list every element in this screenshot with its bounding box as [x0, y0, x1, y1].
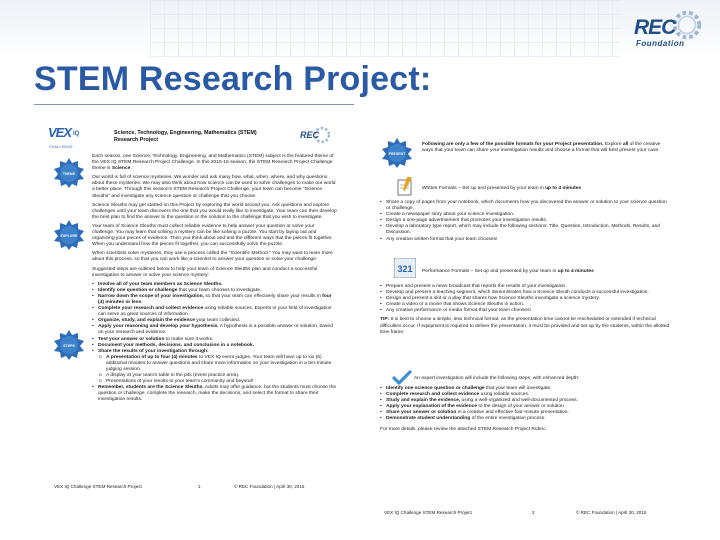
list-item: • Remember, students are the Science Sleuths. Adults may offer guidance, but the students must choose the question or challenge, complete the research, make the decisions, and select the format to share their investigation results. [92, 385, 338, 403]
heading-line-1: Science, Technology, Engineering, Mathematics (STEM) [114, 130, 257, 136]
mysteries-paragraph: Our world is full of science mysteries. We wonder and ask many how, what, when, where, and why questions about these mysteries. We may also think about how science can be used to solve challenges to make our world a better place. Through this season's STEM Research Project Challenge, your team can become "Science Sleuths" and investigate any science question or challenge that you choose. [92, 175, 336, 199]
written-formats-heading: Written Formats – Set up and presented by your team in up to 4 minutes [422, 186, 582, 191]
list-item: • Design and present a skit or a play that shares how Science Sleuths investigate a science mystery. [380, 296, 672, 302]
list-item: • Share your answer or solution in a creative and effective four-minute presentation. [380, 410, 672, 416]
vex-iq-mark: IQ [73, 131, 80, 137]
list-item: • Develop and present a teaching segment, which demonstrates how a Science Sleuth conducts a successful investigation. [380, 290, 672, 296]
formats-intro: Following are only a few of the possible formats for your Project presentation. Explore all of the creative ways that your team can share your investigation results and choose a format that will best present your case. [422, 142, 661, 154]
sub-list-item: o A presentation of up to four (4) minutes to VEX IQ event judges. Your team will have up to six (6) additional minutes to answer questions and share more information on your investigation in a ten-minute judging session. [92, 355, 338, 373]
vex-challenge-label: CHALLENGE [49, 145, 73, 149]
tip-paragraph: TIP: It is best to choose a simple, less technical format, as the presentation time cannot be rescheduled or extended if technical difficulties occur. If equipment is required to deliver the presentation, it must be provided and set up by the students, within the allotted time frame. [380, 317, 670, 335]
page-2-footer-left: VEX IQ Challenge STEM Research Project [384, 510, 472, 515]
evidence-paragraph: Your team of Science Sleuths must collect reliable evidence to help answer your question or solve your challenge. You may learn that solving a mystery can be like solving a puzzle. You start by laying out and organizing your pieces of evidence. Then you think about and test the different ways that the pieces fit together. When you understand how the pieces fit together, you can successfully solve the puzzle. [92, 223, 333, 248]
list-item: • Create a video or a movie that shows Science Sleuths in action. [380, 302, 672, 308]
performance-formats-list [380, 284, 672, 339]
expert-intro: An expert investigation will include the following steps, with enhanced depth: [414, 376, 580, 381]
heading-line-2: Research Project [114, 137, 159, 143]
countdown-text: 321 [397, 264, 413, 274]
written-formats-section [422, 186, 672, 195]
performance-formats-heading: Performance Formats – Set up and presented by your team in up to 4 minutes [422, 269, 594, 274]
explore-paragraph: Science Sleuths may get started on this Project by exploring the world around you. Ask questions and explore challenges until your team discovers the one that you would really like to investigate. Your team can then develop the best plan to find the answer to the question or the solution to the challenge that you wish to investigate. [92, 202, 337, 220]
rec-mini-wordmark: REC [300, 130, 320, 140]
list-item: • Design a one-page advertisement that promotes your investigation results. [380, 218, 672, 224]
list-item: • Create a newspaper story about your science investigation. [380, 212, 672, 218]
list-item: • Any creative written format that your team chooses! [380, 237, 672, 243]
list-item: • Complete research and collect evidence using reliable sources. [380, 392, 672, 398]
pencil-notebook-icon [396, 176, 416, 196]
list-item: • Study and explain the evidence, using a well-organized and well-documented process. [380, 398, 672, 404]
rec-mini-logo [298, 126, 330, 148]
steps-badge-label: STEPS [63, 344, 75, 348]
list-item: • Test your answer or solution to make sure it works. [92, 337, 338, 343]
list-item: • Apply your explanation of the evidence to the design of your answer or solution. [380, 404, 672, 410]
rec-foundation-logo [628, 6, 706, 52]
list-item: • Apply your reasoning and develop your hypothesis. A hypothesis is a possible answer or solution, based on your research and evidence. [92, 324, 338, 336]
rubric-note: For more details, please review the attached STEM Research Project Rubric. [380, 426, 547, 432]
list-item: • Narrow down the scope of your investigation, so that your team can effectively share your results in four (4) minutes or less. [92, 294, 338, 306]
header-grid-decoration [150, 0, 620, 58]
list-item: • Identify one science question or challenge that your team will investigate. [380, 386, 672, 392]
explore-badge-icon [54, 220, 84, 250]
list-item: • Identify one question or challenge that your team chooses to investigate. [92, 288, 338, 294]
theme-badge-label: THEME [62, 172, 76, 176]
page-1-page-number: 1 [198, 484, 201, 489]
list-item: • Prepare and present a news broadcast that reports the results of your investigation. [380, 284, 672, 290]
steps-list [92, 282, 338, 404]
list-item: • Complete your research and collect evidence using reliable sources. Experts in your field of investigation can serve as great sources of information. [92, 306, 338, 318]
steps-intro-paragraph: Suggested steps are outlined below to help your team of Science Sleuths plan and conduct a successful investigation to answer or solve your science mystery: [92, 266, 318, 278]
page-1-footer-left: VEX IQ Challenge STEM Research Project [54, 484, 142, 489]
list-item: • Organize, study, and explain the evidence your team collected. [92, 318, 338, 324]
intro-paragraph: Each season, one Science, Technology, Engineering, and Mathematics (STEM) subject is the featured theme of the VEX IQ STEM Research Project Challenge. In this 2015-16 season, the STEM Research Project Challenge theme is Science. [92, 154, 334, 172]
vex-wordmark: VEX [48, 125, 72, 140]
list-item: • Share the results of your investigation through: [92, 349, 338, 355]
page-1-footer-right: © REC Foundation | April 30, 2015 [234, 484, 305, 489]
document-page-1 [46, 120, 346, 494]
page-1-body [92, 154, 338, 407]
list-item: • Document your methods, decisions, and conclusion in a notebook. [92, 343, 338, 349]
theme-badge-icon [54, 158, 84, 188]
sub-list-item: o A display at your team's table in the pits (event practice area). [92, 373, 338, 379]
page-2-footer-right: © REC Foundation | April 30, 2015 [576, 510, 647, 515]
logo-wordmark: REC [634, 16, 676, 39]
slide-title: STEM Research Project: [34, 60, 432, 98]
vex-iq-logo [48, 125, 88, 149]
list-item: • Involve all of your team members as Science Sleuths. [92, 282, 338, 288]
list-item: • Any creative performance or media format that your team chooses! [380, 308, 672, 314]
method-paragraph: When scientists solve mysteries, they use a process called the "Scientific Method." You may want to learn more about this process, so that you can work like a scientist to answer your question or solve your challenge. [92, 251, 333, 263]
sub-list-item: o Presentations of your results to your team's community and beyond! [92, 379, 338, 385]
document-page-2 [380, 138, 676, 520]
explore-badge-label: EXPLORE [60, 234, 78, 238]
document-heading [114, 130, 284, 144]
performance-formats-section [422, 269, 672, 278]
list-item: • Develop a laboratory type report, which may include the following sections: Title, Question, Introduction, Methods, Results, and Discussion. [380, 224, 672, 236]
present-badge-label: PRESENT [388, 152, 406, 156]
checkmark-icon [392, 370, 412, 386]
expert-steps-list [380, 386, 672, 436]
written-formats-list [380, 200, 672, 246]
logo-subtitle: Foundation [636, 39, 685, 48]
list-item: • Share a copy of pages from your notebook, which documents how you discovered the answer or solution to your science question or challenge. [380, 200, 672, 212]
present-badge-icon [382, 138, 412, 168]
page-2-page-number: 2 [532, 510, 535, 515]
list-item: • Demonstrate student understanding of the entire investigative process. [380, 416, 672, 422]
countdown-321-icon [394, 258, 416, 278]
title-underline [34, 104, 354, 105]
steps-badge-icon [54, 330, 84, 360]
